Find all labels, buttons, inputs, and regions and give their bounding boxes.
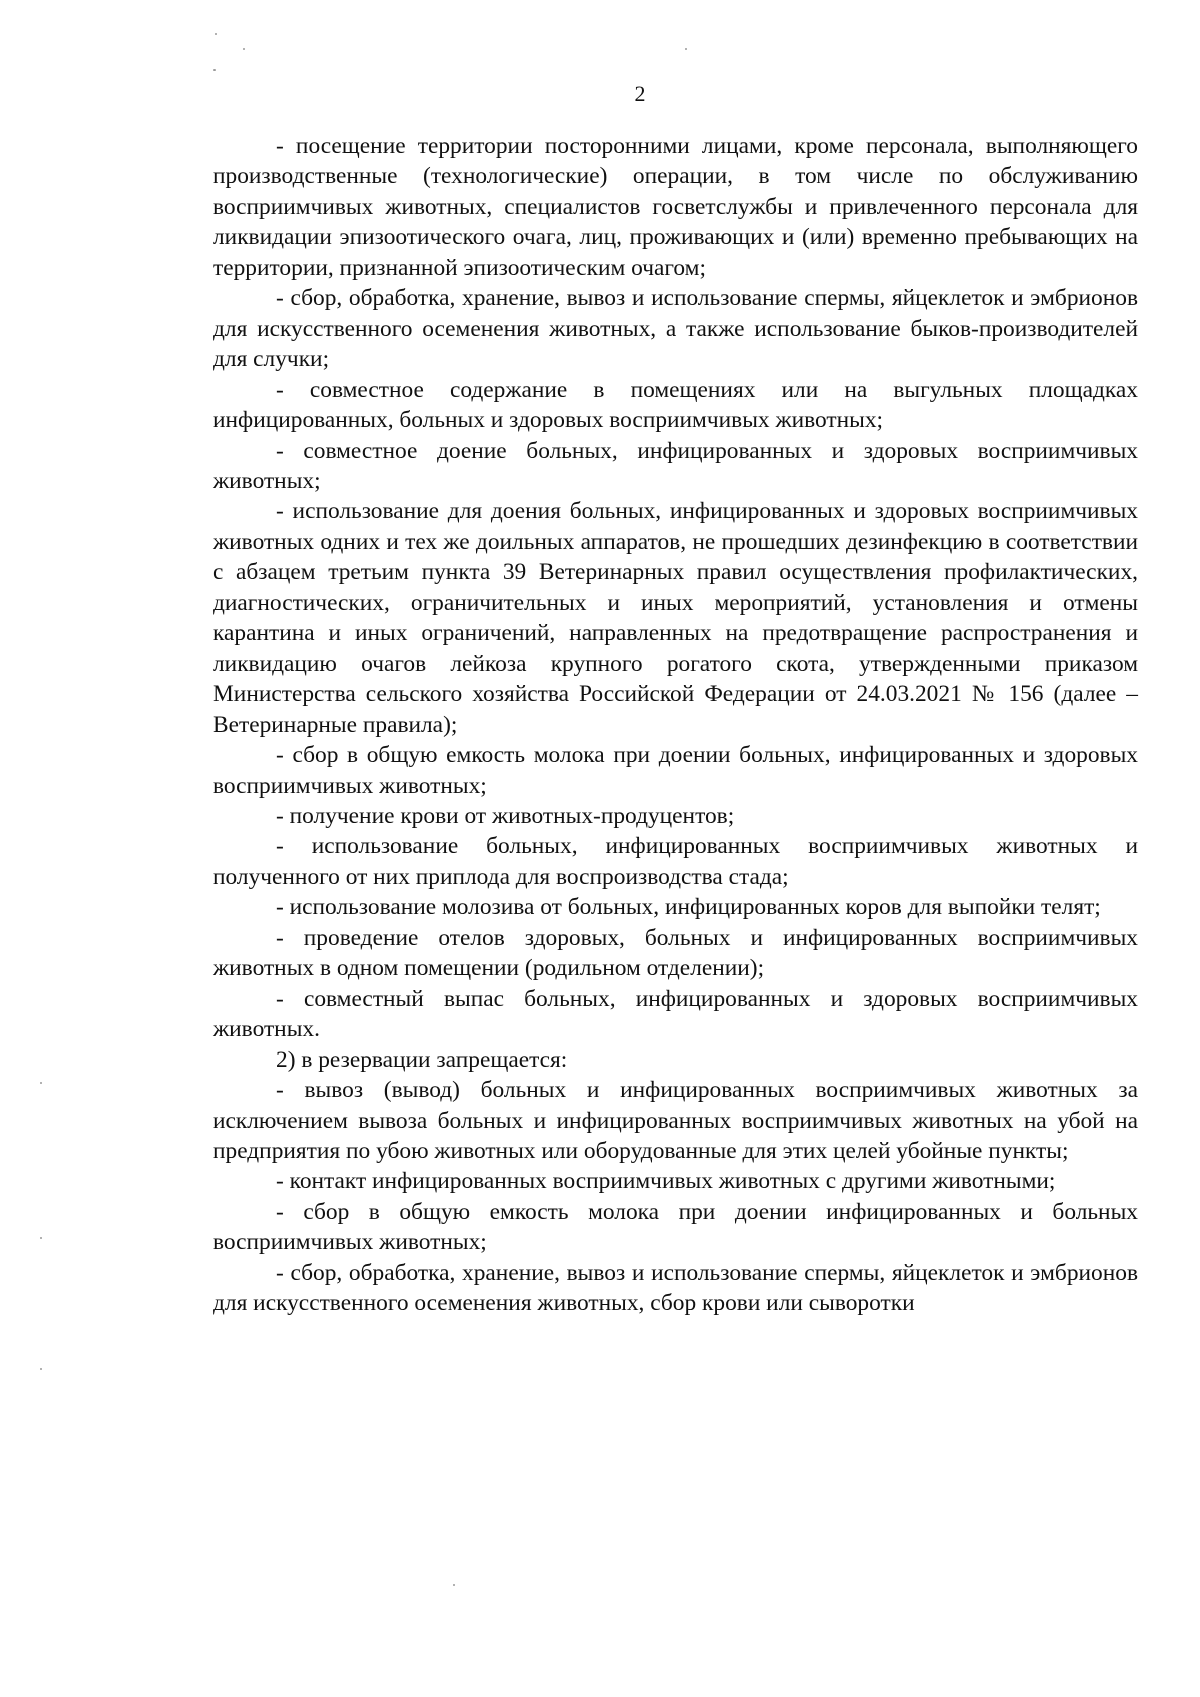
paragraph-joint-milking-ban: - совместное доение больных, инфицированных и здоровых восприимчивых животных; (213, 437, 1138, 494)
paragraph-calving-ban: - проведение отелов здоровых, больных и инфицированных восприимчивых животных в одном помещении (родильном отделении); (213, 924, 1138, 982)
paragraph-milking-equipment-ban: - использование для доения больных, инфицированных и здоровых восприимчивых животных одних и тех же доильных аппаратов, не прошедших дезинфекцию в соответствии с абзацем третьим пункта 39 Ветеринарных правил осуществления профилактических, диагностических, ограничительных и иных мероприятий, установления и отмены карантина и иных ограничений, направленных на предотвращение распространения и ликвидацию очагов лейкоза крупного рогатого скота, утвержденными приказом Министерства сельского хозяйства Российской Федерации от 24.03.2021 № 156 (далее – Ветеринарные правила); (213, 498, 1138, 738)
scan-speck (40, 1237, 42, 1239)
paragraph-removal-ban: - вывоз (вывод) больных и инфицированных восприимчивых животных за исключением вывоза больных и инфицированных восприимчивых животных на убой на предприятия по убою животных или оборудованные для этих целей убойные пункты; (213, 1077, 1138, 1164)
scan-speck (243, 48, 245, 50)
scan-speck (213, 69, 216, 71)
paragraph-reproduction-ban: - использование больных, инфицированных восприимчивых животных и полученного от них приплода для воспроизводства стада; (213, 833, 1138, 890)
paragraph-sperm-collection-ban: - сбор, обработка, хранение, вывоз и использование спермы, яйцеклеток и эмбрионов для искусственного осеменения животных, а также использование быков-производителей для случки; (213, 285, 1138, 373)
paragraph-reservation-sperm-ban: - сбор, обработка, хранение, вывоз и использование спермы, яйцеклеток и эмбрионов для искусственного осеменения животных, сбор крови или сыворотки (213, 1259, 1138, 1317)
paragraph-colostrum-ban: - использование молозива от больных, инфицированных коров для выпойки телят; (276, 894, 1101, 921)
paragraph-reservation-milk-ban: - сбор в общую емкость молока при доении инфицированных и больных восприимчивых животных; (213, 1198, 1138, 1256)
paragraph-joint-housing-ban: - совместное содержание в помещениях или на выгульных площадках инфицированных, больных и здоровых восприимчивых животных; (213, 376, 1138, 434)
paragraph-visitors-ban: - посещение территории посторонними лицами, кроме персонала, выполняющего производственные (технологические) операции, в том числе по обслуживанию восприимчивых животных, специалистов госветслужбы и привлеченного персонала для ликвидации эпизоотического очага, лиц, проживающих и (или) временно пребывающих на территории, признанной эпизоотическим очагом; (213, 133, 1138, 281)
paragraph-contact-ban: - контакт инфицированных восприимчивых животных с другими животными; (276, 1168, 1056, 1195)
paragraph-joint-grazing-ban: - совместный выпас больных, инфицированных и здоровых восприимчивых животных. (213, 985, 1138, 1043)
paragraph-blood-collection-ban: - получение крови от животных-продуцентов; (276, 802, 735, 829)
paragraph-common-milk-container-ban: - сбор в общую емкость молока при доении больных, инфицированных и здоровых восприимчивых животных; (213, 742, 1138, 799)
page-number: 2 (634, 81, 646, 106)
scan-speck (40, 1082, 42, 1084)
paragraph-reservation-heading: 2) в резервации запрещается: (276, 1046, 568, 1073)
scan-speck (40, 1368, 42, 1370)
scan-speck (215, 33, 217, 35)
scan-speck (685, 48, 687, 50)
document-body (213, 131, 1138, 1319)
scan-speck (453, 1584, 455, 1586)
